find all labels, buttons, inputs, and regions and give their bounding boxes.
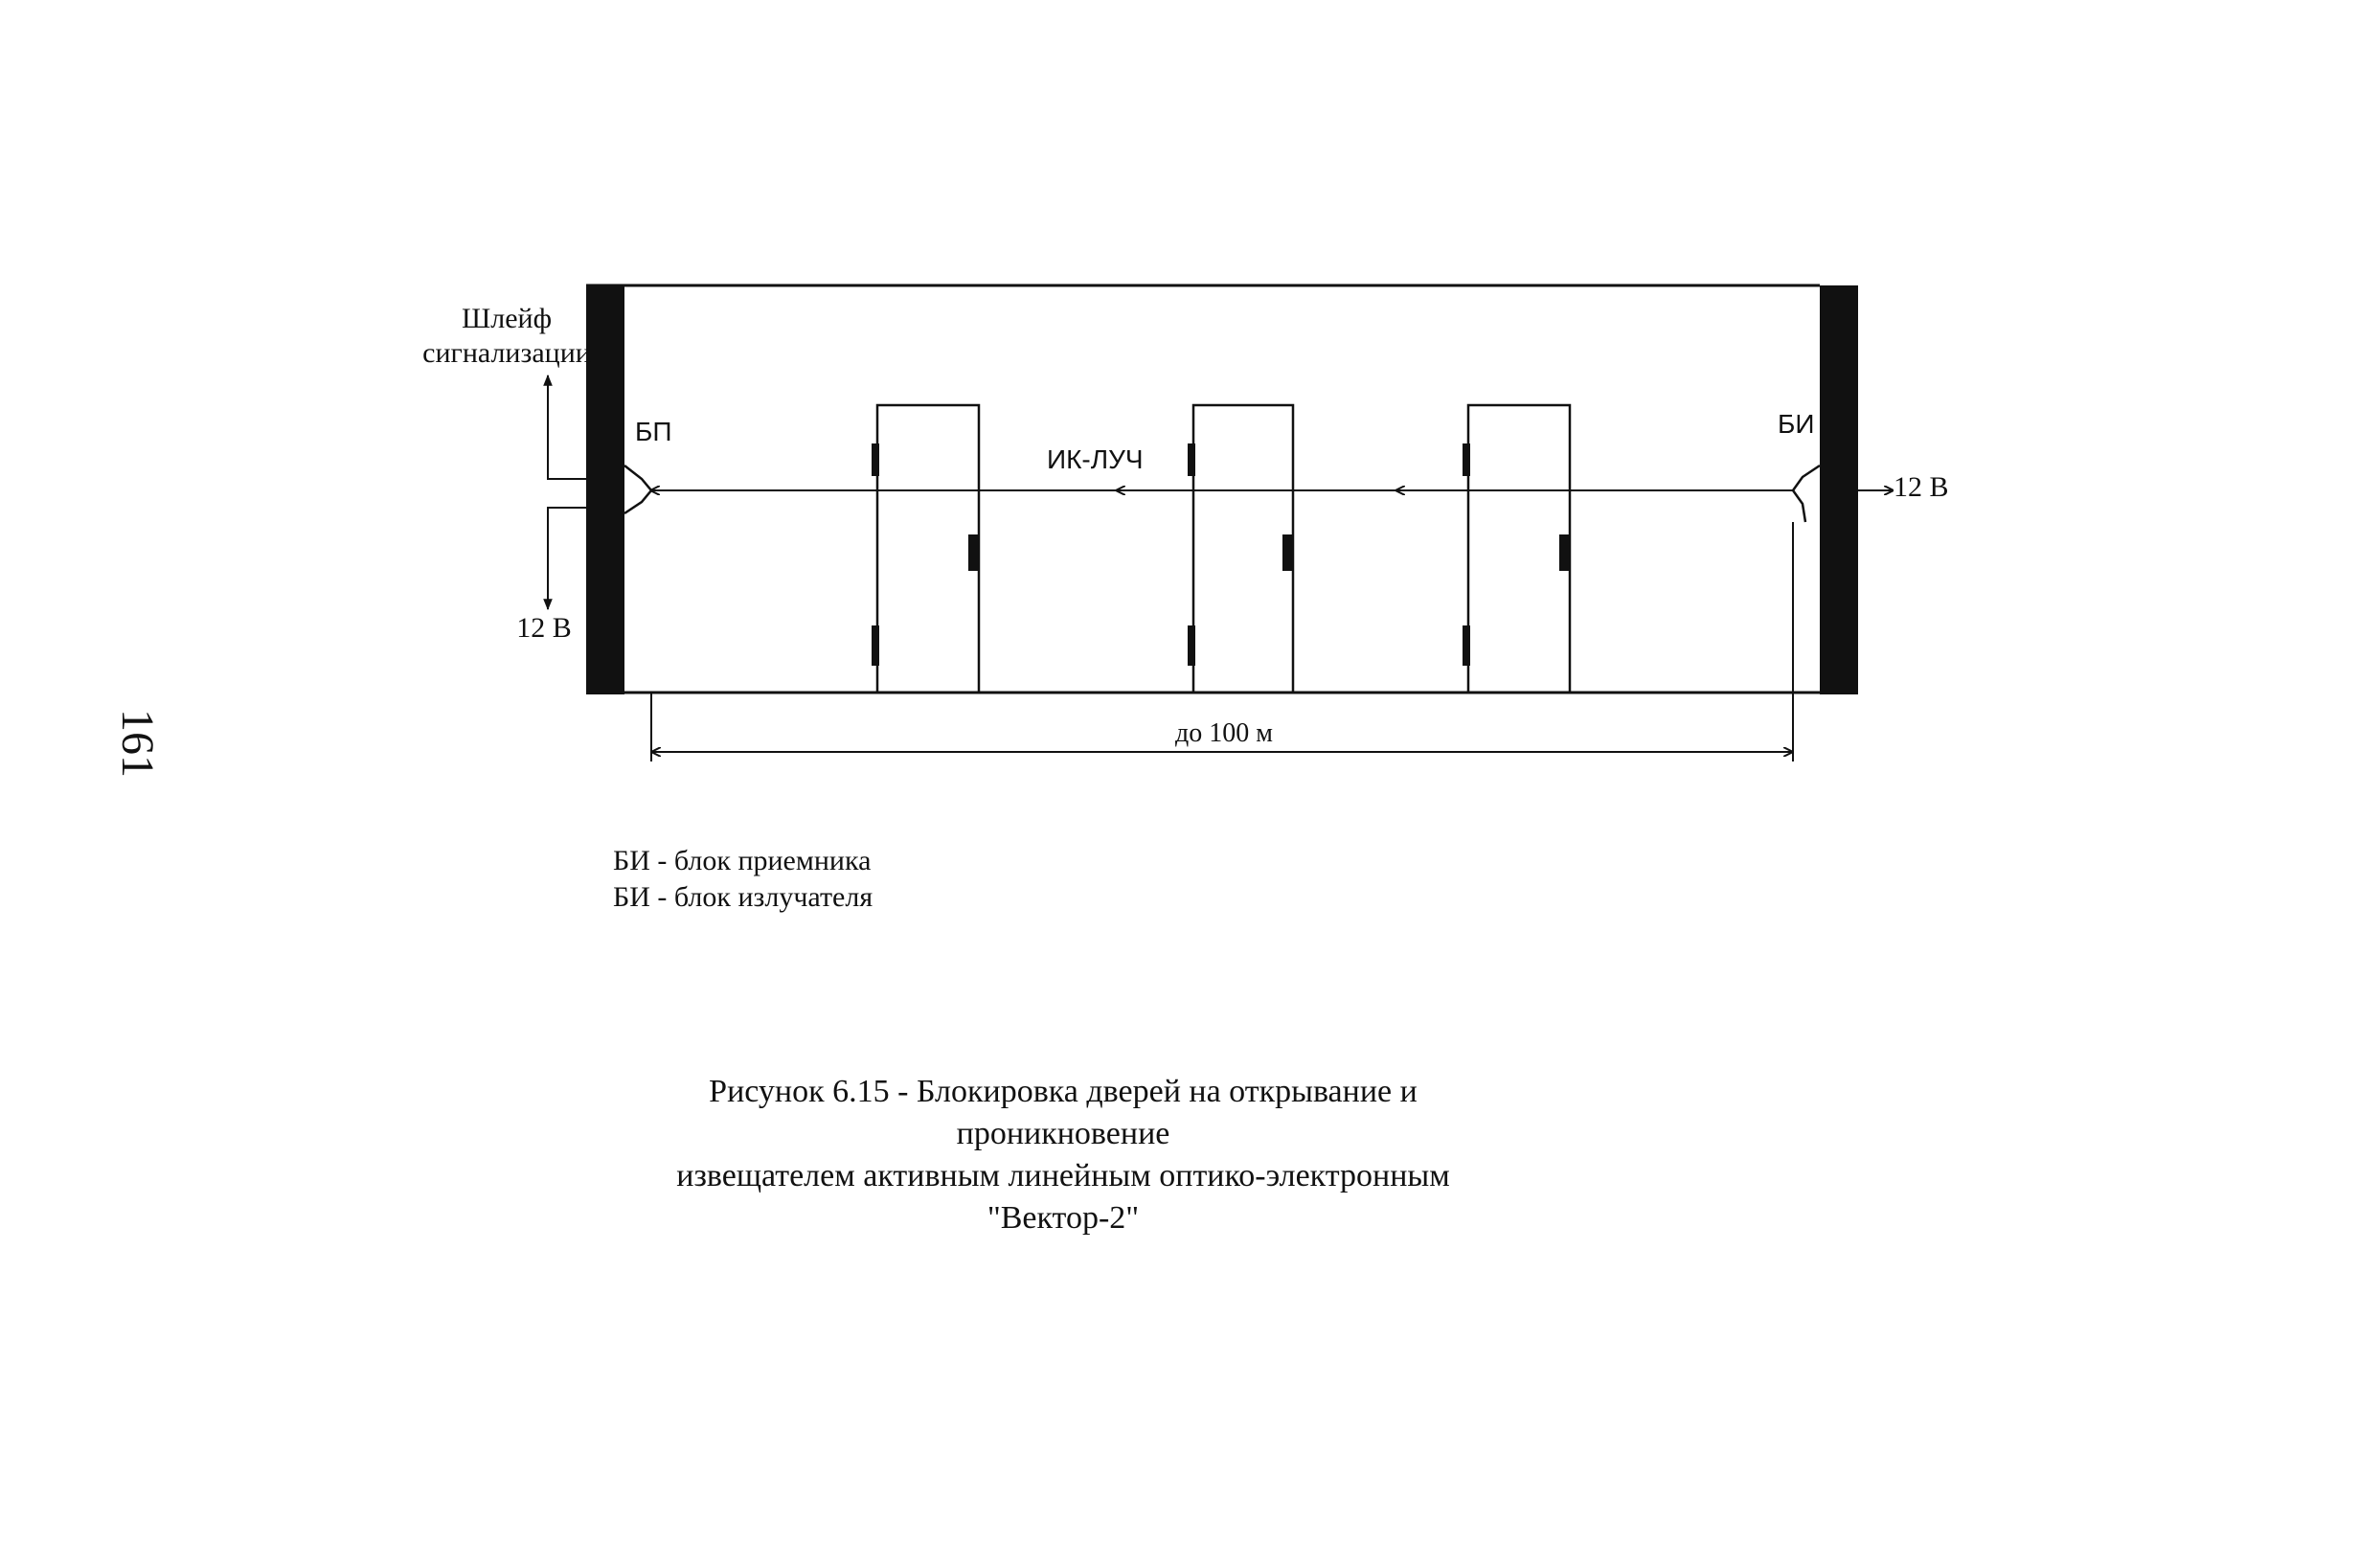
caption-line2: извещателем активным линейным оптико-электронным "Вектор-2" (676, 1158, 1450, 1236)
door-1-handle (968, 534, 979, 571)
caption-line1: Рисунок 6.15 - Блокировка дверей на открывание и проникновение (709, 1074, 1418, 1151)
door-2-handle (1282, 534, 1293, 571)
legend (613, 843, 873, 916)
right-supply-label: 12 В (1894, 471, 1949, 503)
door-2 (1188, 405, 1293, 693)
receiver-label: БП (635, 417, 672, 446)
door-1 (872, 405, 979, 693)
distance-label: до 100 м (1175, 718, 1273, 748)
emitter-label: БИ (1778, 409, 1815, 439)
receiver-unit (624, 466, 651, 513)
door-3-handle (1559, 534, 1570, 571)
beam-label: ИК-ЛУЧ (1047, 444, 1144, 474)
loop-label-line1: Шлейф (461, 303, 553, 334)
door-3 (1463, 405, 1570, 693)
left-supply-label: 12 В (516, 612, 572, 644)
loop-label-line2: сигнализации (422, 337, 591, 369)
emitter-unit (1793, 466, 1820, 522)
left-wall (586, 285, 624, 694)
legend-line-receiver: БИ - блок приемника (613, 845, 872, 876)
page-number: 161 (112, 709, 163, 778)
legend-line-emitter: БИ - блок излучателя (613, 881, 873, 913)
right-wall (1820, 285, 1858, 694)
door-2-hinge-top (1188, 443, 1195, 476)
door-1-hinge-bottom (872, 625, 879, 666)
door-3-hinge-bottom (1463, 625, 1470, 666)
door-3-hinge-top (1463, 443, 1470, 476)
door-2-hinge-bottom (1188, 625, 1195, 666)
door-1-hinge-top (872, 443, 879, 476)
figure-caption (632, 1071, 1494, 1239)
